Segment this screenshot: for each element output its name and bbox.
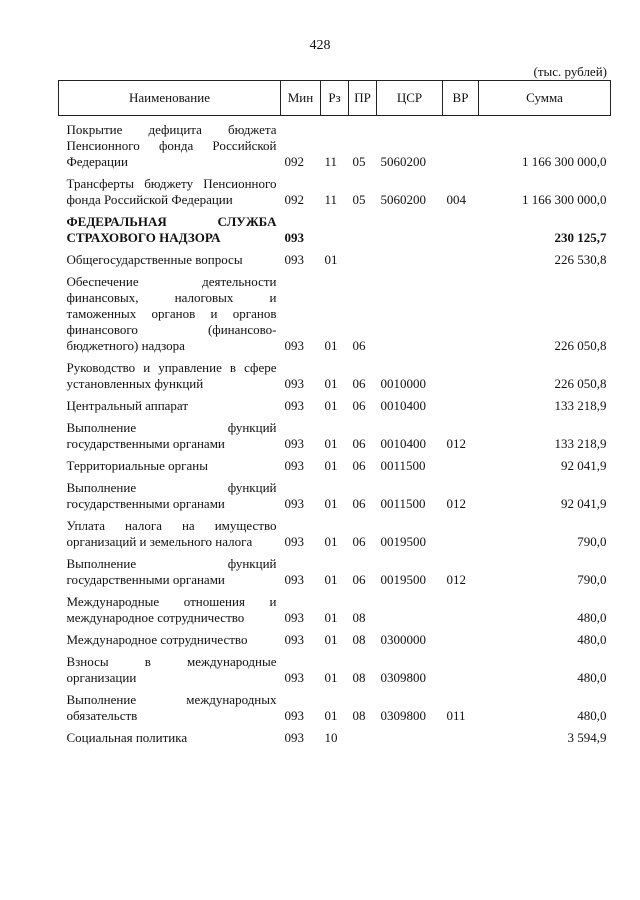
header-vr: ВР — [443, 81, 479, 116]
table-row — [59, 116, 611, 171]
cell-name: Выполнение международных обязательств — [66, 692, 277, 723]
cell-name: Центральный аппарат — [66, 398, 189, 413]
cell-min: 093 — [284, 230, 304, 245]
cell-pr: 06 — [352, 572, 366, 587]
header-name: Наименование — [59, 81, 281, 116]
cell-sum: 1 166 300 000,0 — [522, 154, 607, 169]
cell-csr: 0011500 — [380, 496, 426, 511]
cell-name: Руководство и управление в сфере установленных функций — [66, 360, 277, 391]
table-row — [59, 392, 611, 414]
cell-vr — [443, 354, 479, 392]
cell-pr — [349, 208, 377, 246]
cell-csr: 5060200 — [380, 154, 426, 169]
table-row — [59, 354, 611, 392]
header-min: Мин — [281, 81, 321, 116]
cell-vr — [443, 626, 479, 648]
cell-csr: 0019500 — [380, 572, 426, 587]
cell-rz: 01 — [324, 670, 338, 685]
cell-min: 093 — [284, 338, 304, 353]
cell-sum: 790,0 — [577, 572, 607, 587]
table-row — [59, 208, 611, 246]
cell-pr: 08 — [352, 632, 366, 647]
units-label: (тыс. рублей) — [533, 64, 607, 79]
cell-csr — [377, 246, 443, 268]
cell-name: Международные отношения и международное сотрудничество — [66, 594, 277, 625]
cell-sum: 133 218,9 — [554, 398, 607, 413]
cell-csr: 0010400 — [380, 436, 426, 451]
cell-name: Территориальные органы — [66, 458, 208, 473]
cell-vr — [443, 512, 479, 550]
cell-rz: 01 — [324, 496, 338, 511]
cell-rz: 01 — [324, 252, 338, 267]
cell-name: Трансферты бюджету Пенсионного фонда Российской Федерации — [66, 176, 277, 207]
cell-name: Уплата налога на имущество организаций и земельного налога — [66, 518, 277, 549]
cell-csr — [377, 268, 443, 354]
cell-rz: 11 — [324, 192, 338, 207]
cell-csr: 0309800 — [380, 670, 426, 685]
table-row — [59, 550, 611, 588]
cell-csr: 0010000 — [380, 376, 426, 391]
cell-name: Покрытие дефицита бюджета Пенсионного фонда Российской Федерации — [66, 122, 277, 169]
cell-min: 093 — [284, 572, 304, 587]
table-row — [59, 648, 611, 686]
table-row — [59, 246, 611, 268]
cell-rz: 01 — [324, 708, 338, 723]
cell-vr — [443, 588, 479, 626]
table-row — [59, 170, 611, 208]
cell-name: Взносы в международные организации — [66, 654, 277, 685]
cell-vr — [443, 648, 479, 686]
cell-pr: 06 — [352, 338, 366, 353]
cell-min: 093 — [284, 708, 304, 723]
cell-min: 093 — [284, 458, 304, 473]
cell-min: 092 — [284, 154, 304, 169]
cell-sum: 226 530,8 — [554, 252, 607, 267]
cell-pr: 05 — [352, 192, 366, 207]
cell-pr: 05 — [352, 154, 366, 169]
cell-sum: 480,0 — [577, 610, 607, 625]
cell-csr: 0019500 — [380, 534, 426, 549]
cell-name: Выполнение функций государственными органами — [66, 480, 277, 511]
cell-csr — [377, 724, 443, 746]
cell-sum: 480,0 — [577, 670, 607, 685]
cell-min: 093 — [284, 534, 304, 549]
cell-pr: 08 — [352, 610, 366, 625]
cell-sum: 133 218,9 — [554, 436, 607, 451]
cell-pr — [349, 246, 377, 268]
cell-rz: 01 — [324, 338, 338, 353]
cell-min: 093 — [284, 496, 304, 511]
cell-name: ФЕДЕРАЛЬНАЯ СЛУЖБА СТРАХОВОГО НАДЗОРА — [66, 214, 277, 245]
cell-rz: 10 — [324, 730, 338, 745]
table-row — [59, 512, 611, 550]
cell-rz: 01 — [324, 436, 338, 451]
cell-pr: 06 — [352, 534, 366, 549]
table-row — [59, 452, 611, 474]
cell-rz: 01 — [324, 572, 338, 587]
table-row — [59, 626, 611, 648]
cell-vr — [443, 268, 479, 354]
cell-min: 093 — [284, 398, 304, 413]
header-pr: ПР — [349, 81, 377, 116]
cell-vr — [443, 452, 479, 474]
cell-csr: 0011500 — [380, 458, 426, 473]
cell-csr: 0309800 — [380, 708, 426, 723]
cell-sum: 480,0 — [577, 708, 607, 723]
cell-name: Международное сотрудничество — [66, 632, 248, 647]
budget-table — [58, 80, 611, 746]
cell-rz: 01 — [324, 610, 338, 625]
cell-vr: 012 — [446, 496, 466, 511]
cell-pr: 08 — [352, 670, 366, 685]
table-row — [59, 268, 611, 354]
cell-rz: 11 — [324, 154, 338, 169]
cell-csr — [377, 208, 443, 246]
cell-min: 093 — [284, 436, 304, 451]
cell-sum: 480,0 — [577, 632, 607, 647]
page-number: 428 — [309, 38, 331, 53]
table-row — [59, 588, 611, 626]
cell-vr — [443, 208, 479, 246]
cell-pr — [349, 724, 377, 746]
table-row — [59, 686, 611, 724]
cell-vr — [443, 246, 479, 268]
cell-name: Социальная политика — [66, 730, 188, 745]
cell-rz: 01 — [324, 632, 338, 647]
cell-rz — [321, 208, 349, 246]
cell-min: 093 — [284, 632, 304, 647]
cell-pr: 06 — [352, 398, 366, 413]
cell-rz: 01 — [324, 534, 338, 549]
cell-vr: 012 — [446, 436, 466, 451]
cell-vr — [443, 724, 479, 746]
table-row — [59, 474, 611, 512]
cell-pr: 06 — [352, 436, 366, 451]
table-row — [59, 724, 611, 746]
cell-name: Выполнение функций государственными органами — [66, 420, 277, 451]
header-rz: Рз — [321, 81, 349, 116]
cell-csr: 0010400 — [380, 398, 426, 413]
cell-vr: 011 — [446, 708, 466, 723]
cell-name: Обеспечение деятельности финансовых, налоговых и таможенных органов и органов финансового (финансово-бюджетного) надзора — [66, 274, 277, 353]
cell-rz: 01 — [324, 376, 338, 391]
cell-sum: 1 166 300 000,0 — [522, 192, 607, 207]
header-sum: Сумма — [479, 81, 611, 116]
cell-vr: 012 — [446, 572, 466, 587]
cell-csr: 5060200 — [380, 192, 426, 207]
cell-min: 093 — [284, 670, 304, 685]
cell-sum: 3 594,9 — [567, 730, 607, 745]
cell-vr — [443, 116, 479, 171]
cell-min: 093 — [284, 730, 304, 745]
table-header-row — [59, 81, 611, 116]
cell-min: 093 — [284, 376, 304, 391]
cell-min: 093 — [284, 252, 304, 267]
cell-pr: 06 — [352, 496, 366, 511]
cell-csr: 0300000 — [380, 632, 426, 647]
cell-sum: 226 050,8 — [554, 338, 607, 353]
cell-vr — [443, 392, 479, 414]
cell-pr: 06 — [352, 458, 366, 473]
cell-sum: 790,0 — [577, 534, 607, 549]
table-body — [59, 116, 611, 747]
cell-sum: 92 041,9 — [561, 496, 607, 511]
cell-pr: 08 — [352, 708, 366, 723]
cell-csr — [377, 588, 443, 626]
cell-sum: 92 041,9 — [561, 458, 607, 473]
cell-pr: 06 — [352, 376, 366, 391]
cell-sum: 226 050,8 — [554, 376, 607, 391]
cell-vr: 004 — [446, 192, 466, 207]
cell-rz: 01 — [324, 458, 338, 473]
cell-name: Общегосударственные вопросы — [66, 252, 243, 267]
cell-name: Выполнение функций государственными органами — [66, 556, 277, 587]
cell-sum: 230 125,7 — [554, 230, 607, 245]
cell-min: 092 — [284, 192, 304, 207]
header-csr: ЦСР — [377, 81, 443, 116]
table-row — [59, 414, 611, 452]
cell-rz: 01 — [324, 398, 338, 413]
cell-min: 093 — [284, 610, 304, 625]
